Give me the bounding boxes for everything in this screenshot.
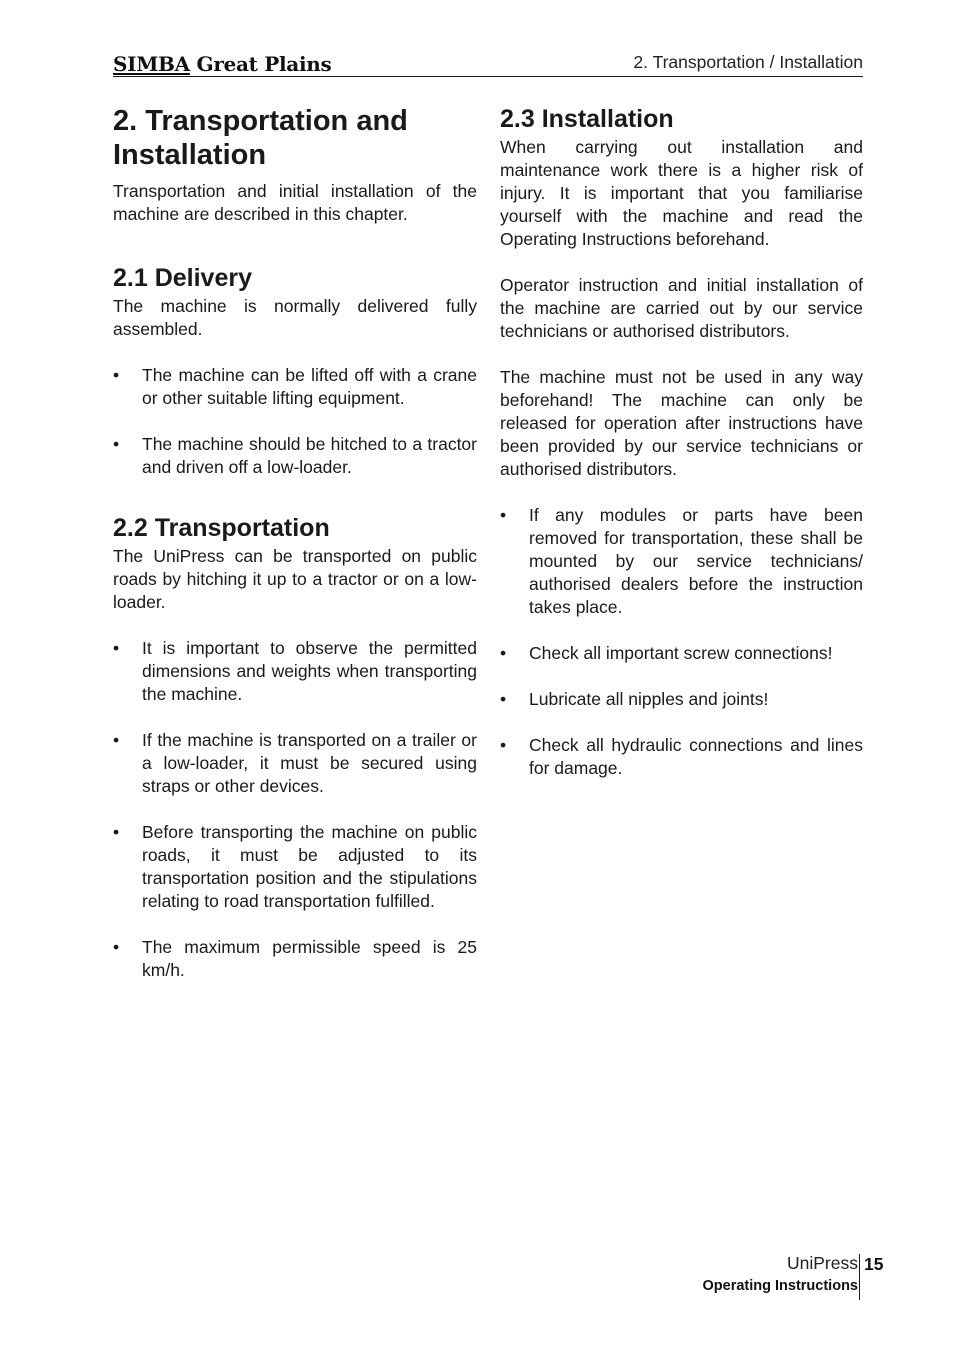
list-item: • Before transporting the machine on public roads, it must be adjusted to its transportation position and the stipulations relating to road transportation fulfilled. bbox=[113, 821, 477, 913]
transportation-bullet-list bbox=[113, 637, 477, 982]
list-item: • Lubricate all nipples and joints! bbox=[500, 688, 863, 711]
installation-paragraph: Operator instruction and initial installation of the machine are carried out by our service technicians or authorised distributors. bbox=[500, 275, 863, 341]
list-item: • Check all important screw connections! bbox=[500, 642, 863, 665]
section-heading-delivery: 2.1 Delivery bbox=[113, 264, 252, 292]
transportation-text: The UniPress can be transported on public roads by hitching it up to a tractor or on a low-loader. bbox=[113, 546, 477, 612]
brand-great-plains: Great Plains bbox=[196, 52, 332, 76]
brand-simba: SIMBA bbox=[113, 52, 190, 76]
installation-paragraph: When carrying out installation and maintenance work there is a higher risk of injury. It is important that you familiarise yourself with the machine and read the Operating Instructions beforehand. bbox=[500, 137, 863, 249]
section-heading-transportation: 2.2 Transportation bbox=[113, 514, 330, 542]
list-item: • The machine should be hitched to a tractor and driven off a low-loader. bbox=[113, 433, 477, 479]
header-chapter-title: 2. Transportation / Installation bbox=[633, 52, 863, 72]
left-column bbox=[113, 104, 477, 1005]
section-heading-installation: 2.3 Installation bbox=[500, 105, 674, 133]
delivery-text: The machine is normally delivered fully assembled. bbox=[113, 296, 477, 339]
list-item: • The machine can be lifted off with a crane or other suitable lifting equipment. bbox=[113, 364, 477, 410]
installation-paragraph: The machine must not be used in any way beforehand! The machine can only be released for operation after instructions have been provided by our service technicians or authorised distributors. bbox=[500, 367, 863, 479]
footer-divider bbox=[859, 1254, 860, 1300]
brand-logo bbox=[113, 52, 331, 76]
chapter-intro: Transportation and initial installation of the machine are described in this chapter. bbox=[113, 181, 477, 224]
right-column bbox=[500, 104, 863, 803]
list-item: • Check all hydraulic connections and lines for damage. bbox=[500, 734, 863, 780]
page-number: 15 bbox=[864, 1254, 884, 1274]
list-item: • If the machine is transported on a trailer or a low-loader, it must be secured using straps or other devices. bbox=[113, 729, 477, 798]
installation-bullet-list bbox=[500, 504, 863, 780]
footer-product-name: UniPress bbox=[787, 1253, 858, 1273]
list-item: • If any modules or parts have been removed for transportation, these shall be mounted by our service technicians/ authorised dealers before the instruction takes place. bbox=[500, 504, 863, 619]
footer-subtitle: Operating Instructions bbox=[702, 1278, 858, 1294]
page-footer bbox=[703, 1253, 859, 1294]
chapter-title: 2. Transportation and Installation bbox=[113, 105, 408, 171]
delivery-bullet-list bbox=[113, 364, 477, 479]
list-item: • It is important to observe the permitted dimensions and weights when transporting the machine. bbox=[113, 637, 477, 706]
list-item: • The maximum permissible speed is 25 km/h. bbox=[113, 936, 477, 982]
page-header bbox=[113, 50, 863, 77]
